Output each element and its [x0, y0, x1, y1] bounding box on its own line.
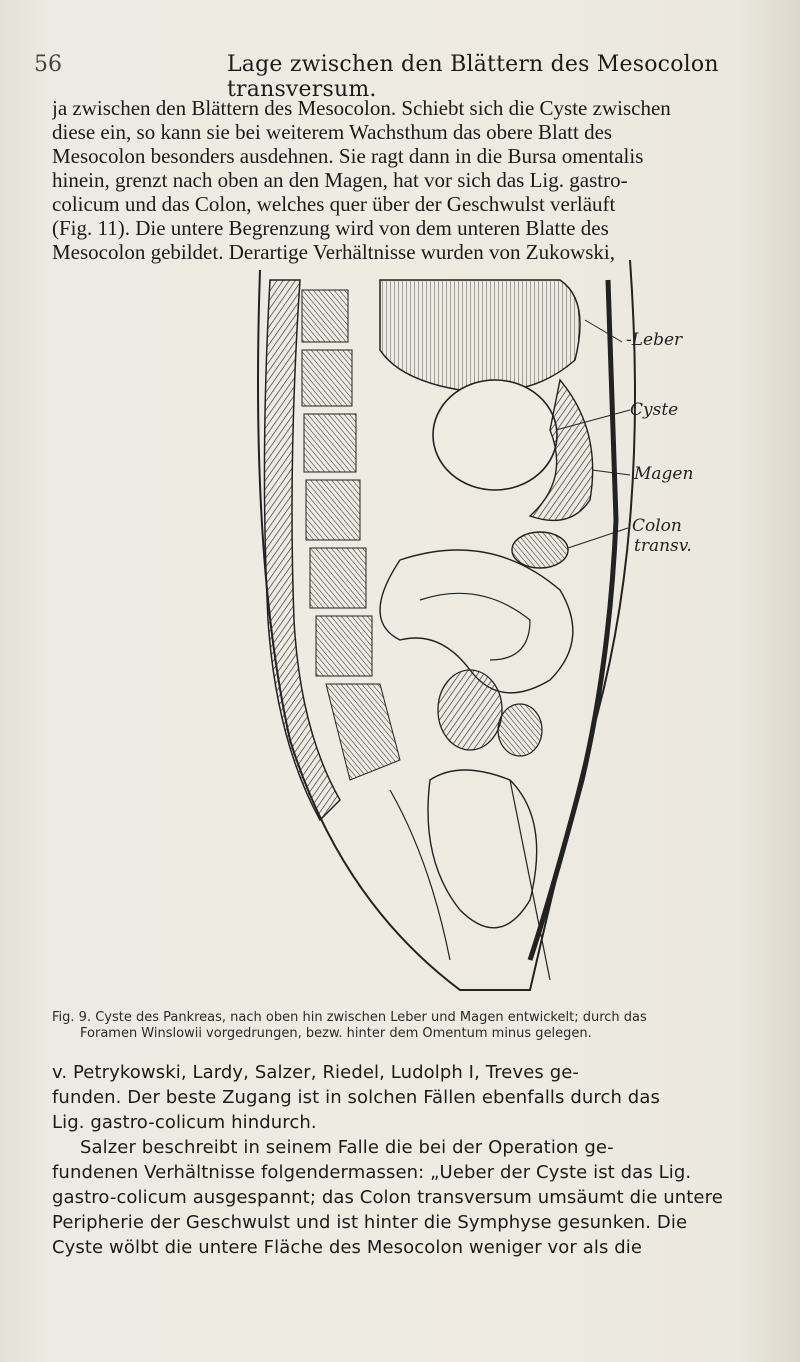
label-leber: -Leber: [626, 330, 683, 350]
paragraph-bottom: [52, 1060, 764, 1260]
text-line: ja zwischen den Blättern des Mesocolon. Schiebt sich die Cyste zwischen: [52, 96, 671, 120]
text-line: gastro-colicum ausgespannt; das Colon transversum umsäumt die untere: [52, 1187, 723, 1208]
anatomical-figure: [230, 260, 750, 992]
text-line: Mesocolon besonders ausdehnen. Sie ragt dann in die Bursa omentalis: [52, 144, 644, 168]
sagittal-section-illustration: [230, 260, 750, 992]
page-number: 56: [34, 52, 62, 77]
label-magen: Magen: [634, 464, 694, 484]
figure-caption: [52, 1010, 764, 1042]
label-transv: transv.: [634, 536, 692, 556]
running-head: [34, 50, 770, 102]
text-line: Mesocolon gebildet. Derartige Verhältnisse wurden von Zukowski,: [52, 240, 615, 264]
colon-shape: [512, 532, 568, 568]
text-line: Salzer beschreibt in seinem Falle die bei der Operation ge-: [80, 1137, 614, 1158]
spine-vertebrae: [264, 280, 400, 820]
cyst-shape: [433, 380, 557, 490]
text-line: fundenen Verhältnisse folgendermassen: „Ueber der Cyste ist das Lig.: [52, 1162, 692, 1183]
label-cyste: Cyste: [630, 400, 679, 420]
caption-line: Foramen Winslowii vorgedrungen, bezw. hinter dem Omentum minus gelegen.: [80, 1026, 592, 1041]
text-line: v. Petrykowski, Lardy, Salzer, Riedel, Ludolph I, Treves ge-: [52, 1062, 579, 1083]
text-line: Lig. gastro-colicum hindurch.: [52, 1112, 317, 1133]
liver-shape: [380, 280, 580, 392]
text-line: diese ein, so kann sie bei weiterem Wachsthum das obere Blatt des: [52, 120, 613, 144]
text-line: hinein, grenzt nach oben an den Magen, hat vor sich das Lig. gastro-: [52, 168, 628, 192]
text-line: (Fig. 11). Die untere Begrenzung wird von dem unteren Blatte des: [52, 216, 609, 240]
text-line: Peripherie der Geschwulst und ist hinter die Symphyse gesunken. Die: [52, 1212, 688, 1233]
paragraph-top: [52, 96, 764, 264]
running-head-title: Lage zwischen den Blättern des Mesocolon transversum.: [227, 52, 719, 102]
text-line: colicum und das Colon, welches quer über der Geschwulst verläuft: [52, 192, 616, 216]
caption-line: Fig. 9. Cyste des Pankreas, nach oben hin zwischen Leber und Magen entwickelt; durch das: [52, 1010, 647, 1025]
text-line: Cyste wölbt die untere Fläche des Mesocolon weniger vor als die: [52, 1237, 643, 1258]
text-line: funden. Der beste Zugang ist in solchen Fällen ebenfalls durch das: [52, 1087, 660, 1108]
label-colon: Colon: [632, 516, 682, 536]
